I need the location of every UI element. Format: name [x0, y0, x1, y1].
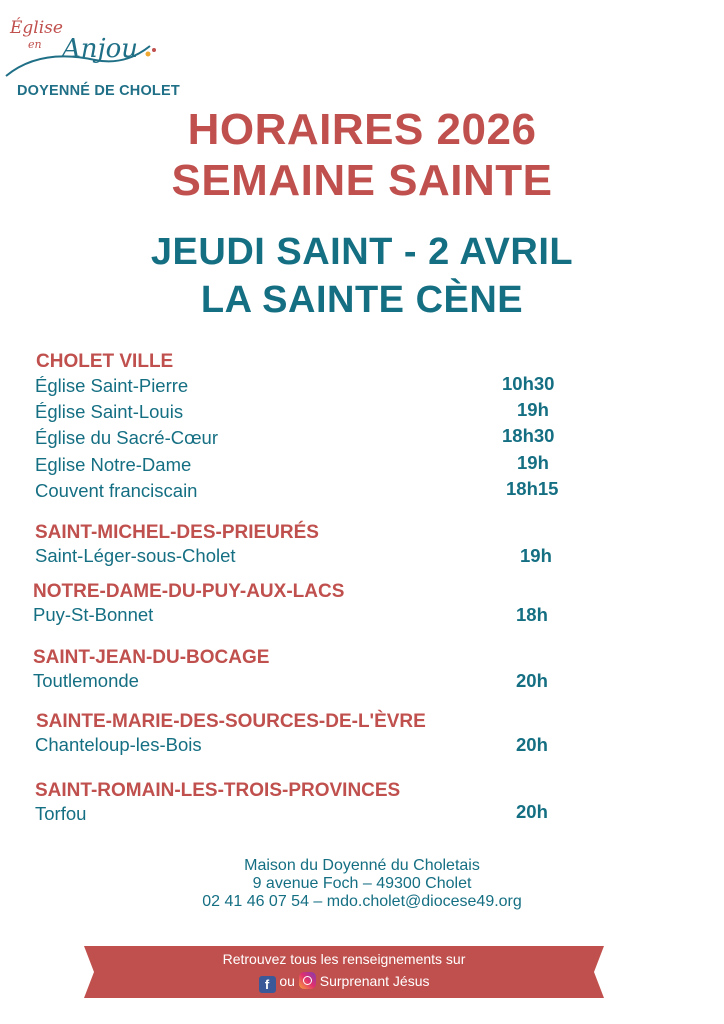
- location-name: Toutlemonde: [33, 670, 139, 691]
- location-name: Couvent franciscain: [35, 480, 198, 501]
- banner-social-name: Surprenant Jésus: [319, 973, 430, 989]
- facebook-icon[interactable]: f: [259, 976, 276, 993]
- location-name: Chanteloup-les-Bois: [35, 734, 202, 755]
- mass-time: 20h: [516, 670, 548, 691]
- logo-text-eglise: Église: [10, 18, 63, 38]
- location-name: Église Saint-Louis: [35, 401, 184, 422]
- page-subtitle-line1: JEUDI SAINT - 2 AVRIL: [150, 231, 574, 273]
- logo-text-en: en: [28, 38, 42, 51]
- section-heading-cholet-ville: CHOLET VILLE: [36, 351, 174, 372]
- footer-address-line1: Maison du Doyenné du Choletais: [244, 857, 480, 874]
- section-heading-saint-michel: SAINT-MICHEL-DES-PRIEURÉS: [35, 522, 319, 543]
- mass-time: 20h: [516, 734, 548, 755]
- mass-time: 19h: [517, 452, 549, 473]
- instagram-icon[interactable]: [299, 972, 316, 989]
- section-heading-saint-jean: SAINT-JEAN-DU-BOCAGE: [33, 647, 270, 668]
- banner-social-row: [84, 971, 604, 993]
- section-heading-sainte-marie: SAINTE-MARIE-DES-SOURCES-DE-L'ÈVRE: [36, 711, 426, 732]
- footer-address-line2: 9 avenue Foch – 49300 Cholet: [252, 875, 472, 892]
- logo-text-anjou: Anjou: [62, 34, 138, 64]
- page-title-line1: HORAIRES 2026: [187, 105, 537, 154]
- footer-contact: 02 41 46 07 54 – mdo.cholet@diocese49.org: [202, 893, 522, 910]
- page-title-line2: SEMAINE SAINTE: [171, 156, 553, 205]
- location-name: Torfou: [35, 803, 87, 824]
- mass-time: 18h30: [502, 425, 555, 446]
- location-name: Saint-Léger-sous-Cholet: [35, 545, 236, 566]
- banner-or-text: ou: [279, 973, 295, 989]
- location-name: Puy-St-Bonnet: [33, 604, 154, 625]
- mass-time: 19h: [520, 545, 552, 566]
- logo-subtitle: DOYENNÉ DE CHOLET: [17, 83, 180, 99]
- mass-time: 18h: [516, 604, 548, 625]
- mass-time: 20h: [516, 801, 548, 822]
- location-name: Église du Sacré-Cœur: [35, 427, 219, 448]
- mass-time: 10h30: [502, 373, 555, 394]
- info-banner: [84, 946, 604, 998]
- page-subtitle-line2: LA SAINTE CÈNE: [200, 279, 524, 321]
- section-heading-notre-dame: NOTRE-DAME-DU-PUY-AUX-LACS: [33, 581, 345, 602]
- mass-time: 19h: [517, 399, 549, 420]
- section-heading-saint-romain: SAINT-ROMAIN-LES-TROIS-PROVINCES: [35, 780, 401, 801]
- logo: [0, 8, 180, 108]
- location-name: Église Saint-Pierre: [35, 375, 189, 396]
- location-name: Eglise Notre-Dame: [35, 454, 192, 475]
- mass-time: 18h15: [506, 478, 559, 499]
- banner-text: Retrouvez tous les renseignements sur: [222, 951, 466, 967]
